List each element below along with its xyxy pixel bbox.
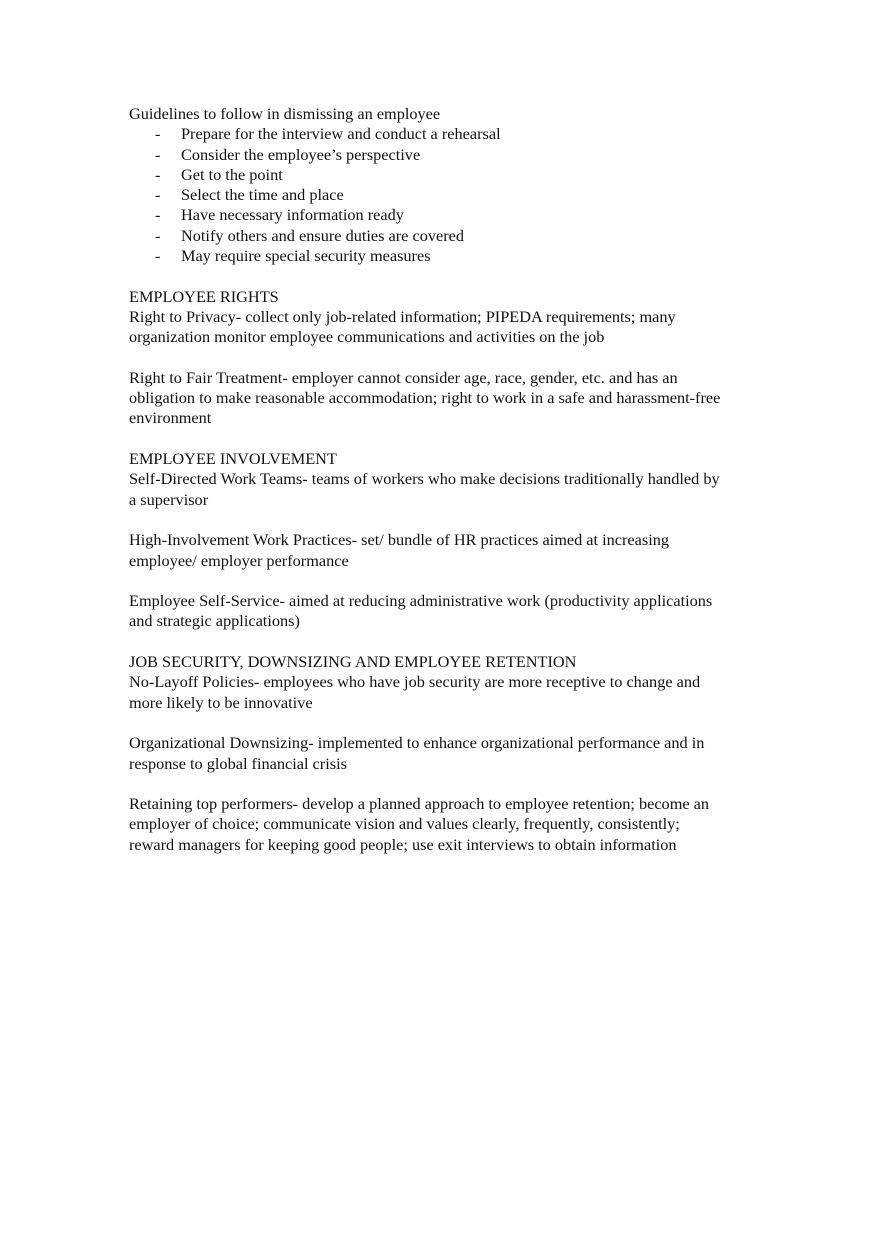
downsizing-paragraph: Organizational Downsizing- implemented to enhance organizational performance and in response to global financial crisis bbox=[129, 733, 705, 773]
list-item-text: Have necessary information ready bbox=[181, 205, 404, 225]
list-item-text: Get to the point bbox=[181, 164, 283, 184]
list-item-text: Select the time and place bbox=[181, 185, 344, 205]
right-to-privacy-paragraph: Right to Privacy- collect only job-related information; PIPEDA requirements; many organization monitor employee communications and activities on the job bbox=[129, 306, 676, 347]
list-item bbox=[129, 124, 729, 144]
spacer bbox=[129, 571, 729, 591]
list-item-text: May require special security measures bbox=[181, 246, 431, 266]
list-item-text: Prepare for the interview and conduct a rehearsal bbox=[181, 124, 501, 144]
spacer bbox=[129, 510, 729, 530]
spacer bbox=[129, 713, 729, 733]
job-security-heading: JOB SECURITY, DOWNSIZING AND EMPLOYEE RETENTION bbox=[129, 652, 577, 672]
spacer bbox=[129, 266, 729, 286]
dismissal-guidelines-list bbox=[129, 124, 729, 266]
list-item bbox=[129, 165, 729, 185]
right-to-fair-treatment-paragraph: Right to Fair Treatment- employer cannot consider age, race, gender, etc. and has an obligation to make reasonable accommodation; right to work in a safe and harassment-free environment bbox=[129, 367, 721, 428]
list-item bbox=[129, 145, 729, 165]
list-item-text: Notify others and ensure duties are covered bbox=[181, 225, 465, 245]
document-page bbox=[129, 104, 729, 855]
self-directed-teams-paragraph: Self-Directed Work Teams- teams of workers who make decisions traditionally handled by a supervisor bbox=[129, 469, 720, 509]
spacer bbox=[129, 348, 729, 368]
dash-marker: - bbox=[155, 225, 161, 245]
dash-marker: - bbox=[155, 164, 161, 184]
employee-involvement-heading: EMPLOYEE INVOLVEMENT bbox=[129, 449, 337, 469]
dash-marker: - bbox=[155, 205, 161, 225]
self-service-paragraph: Employee Self-Service- aimed at reducing administrative work (productivity applications and strategic applications) bbox=[129, 591, 713, 631]
employee-rights-heading: EMPLOYEE RIGHTS bbox=[129, 286, 279, 306]
spacer bbox=[129, 632, 729, 652]
list-item bbox=[129, 205, 729, 225]
high-involvement-paragraph: High-Involvement Work Practices- set/ bundle of HR practices aimed at increasing employee/ employer performance bbox=[129, 530, 670, 570]
dismissal-heading: Guidelines to follow in dismissing an employee bbox=[129, 104, 441, 123]
no-layoff-paragraph: No-Layoff Policies- employees who have job security are more receptive to change and more likely to be innovative bbox=[129, 672, 701, 712]
dash-marker: - bbox=[155, 124, 161, 144]
list-item-text: Consider the employee’s perspective bbox=[181, 144, 421, 164]
dash-marker: - bbox=[155, 246, 161, 266]
list-item bbox=[129, 185, 729, 205]
spacer bbox=[129, 774, 729, 794]
list-item bbox=[129, 246, 729, 266]
spacer bbox=[129, 429, 729, 449]
retaining-performers-paragraph: Retaining top performers- develop a planned approach to employee retention; become an employer of choice; communicate vision and values clearly, frequently, consistently; reward managers for keeping good people; use exit interviews to obtain information bbox=[129, 794, 710, 854]
dash-marker: - bbox=[155, 185, 161, 205]
list-item bbox=[129, 226, 729, 246]
dash-marker: - bbox=[155, 144, 161, 164]
